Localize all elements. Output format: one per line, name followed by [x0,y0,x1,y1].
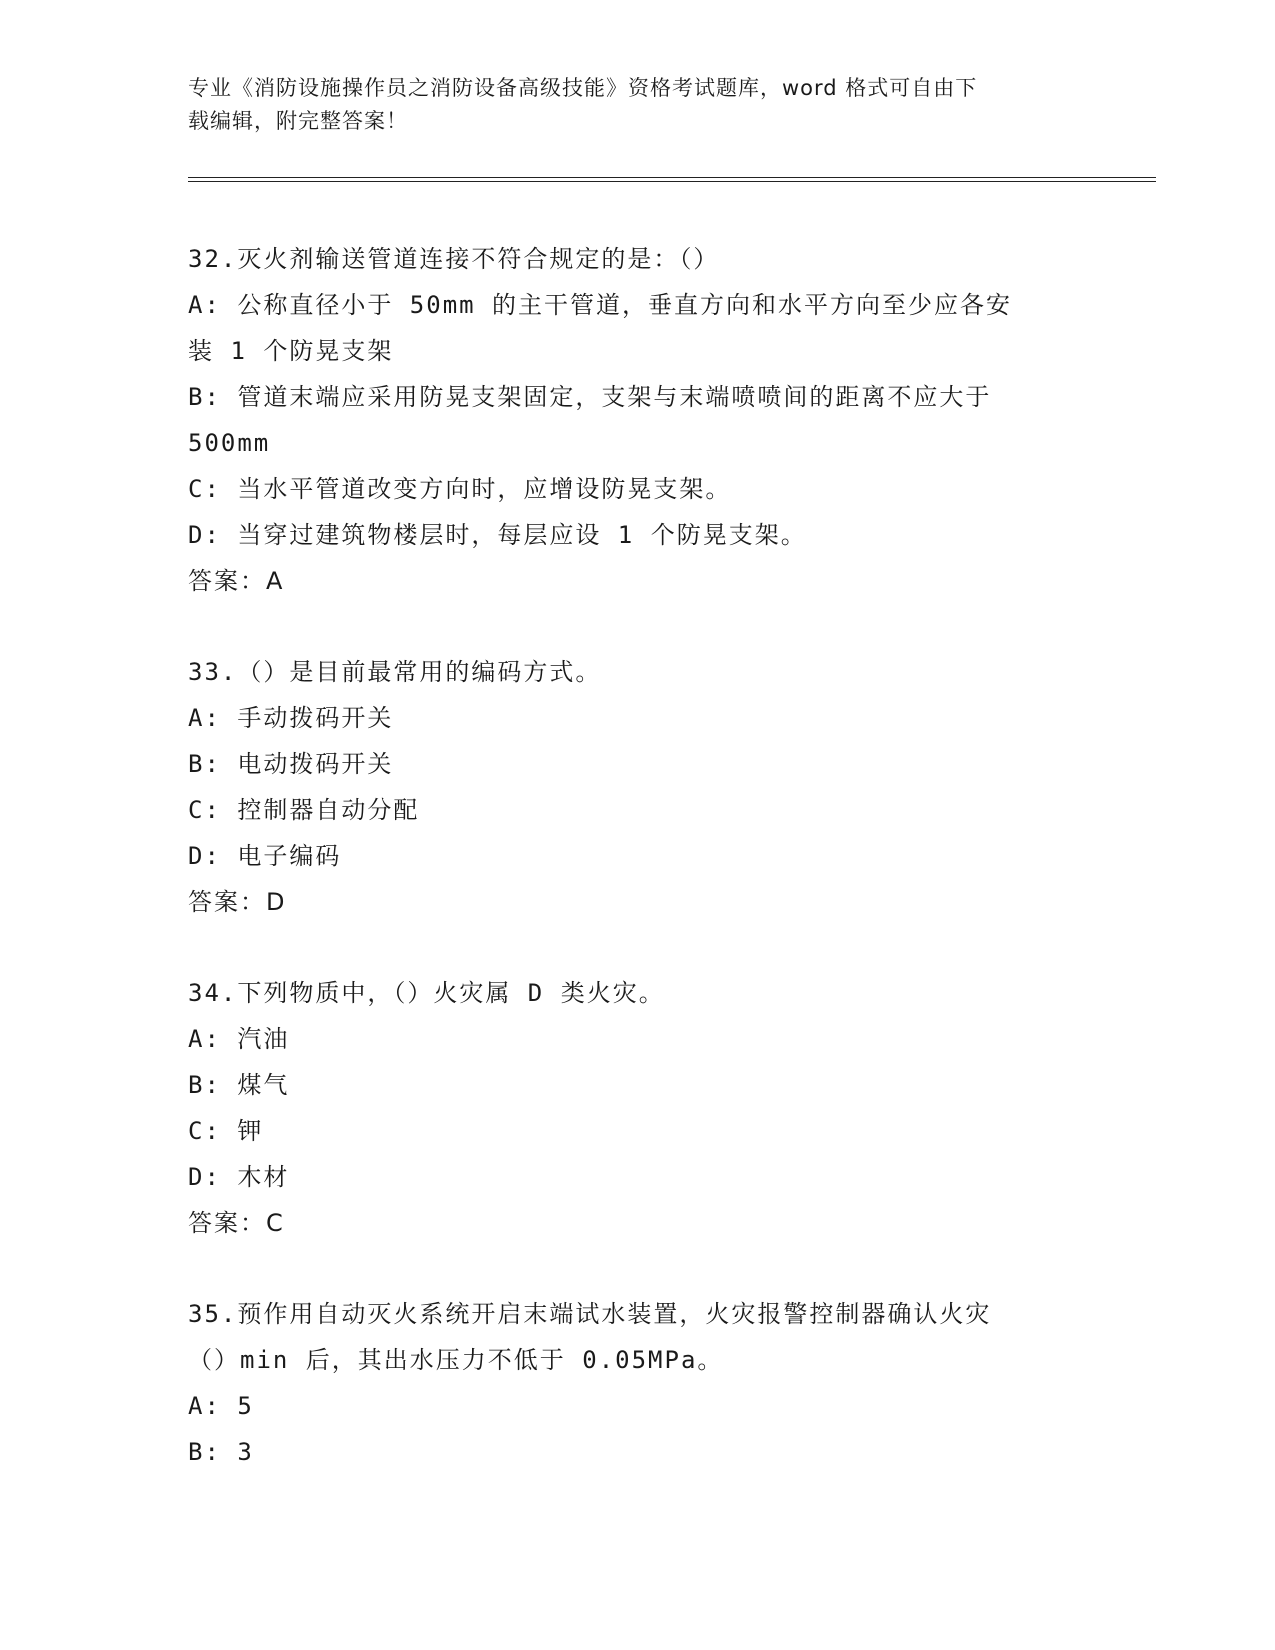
question-list [188,236,1088,1520]
question-stem: 32.灭火剂输送管道连接不符合规定的是：（） [188,245,720,273]
question-item [188,1291,1088,1475]
page-header [188,72,1068,138]
question-stem: 34.下列物质中，（）火灾属 D 类火灾。 [188,979,665,1007]
answer-option: C: 当水平管道改变方向时，应增设防晃支架。 [188,475,732,503]
question-item [188,649,1088,925]
question-stem: （）min 后，其出水压力不低于 0.05MPa。 [188,1346,724,1374]
question-item [188,236,1088,604]
answer-option: D: 当穿过建筑物楼层时，每层应设 1 个防晃支架。 [188,521,807,549]
answer-option: A: 汽油 [188,1025,290,1053]
answer-option: C: 控制器自动分配 [188,796,420,824]
answer-option: 500mm [188,429,271,457]
answer-option: 装 1 个防晃支架 [188,337,394,365]
header-line: 专业《消防设施操作员之消防设备高级技能》资格考试题库，word 格式可自由下 [188,76,978,100]
answer-option: C: 钾 [188,1117,264,1145]
answer-option: A: 手动拨码开关 [188,704,394,732]
question-stem: 35.预作用自动灭火系统开启末端试水装置，火灾报警控制器确认火灾 [188,1300,992,1328]
answer-key: 答案：A [188,567,285,595]
answer-option: B: 电动拨码开关 [188,750,394,778]
question-item [188,970,1088,1246]
answer-option: B: 管道末端应采用防晃支架固定，支架与末端喷喷间的距离不应大于 [188,383,992,411]
answer-option: A: 公称直径小于 50mm 的主干管道，垂直方向和水平方向至少应各安 [188,291,1013,319]
header-line: 载编辑，附完整答案！ [188,109,408,133]
answer-key: 答案：D [188,888,287,916]
question-stem: 33.（）是目前最常用的编码方式。 [188,658,602,686]
answer-option: D: 木材 [188,1163,290,1191]
header-divider [188,177,1156,182]
answer-key: 答案：C [188,1209,285,1237]
answer-option: D: 电子编码 [188,842,342,870]
answer-option: B: 煤气 [188,1071,290,1099]
answer-option: B: 3 [188,1438,254,1466]
answer-option: A: 5 [188,1392,254,1420]
